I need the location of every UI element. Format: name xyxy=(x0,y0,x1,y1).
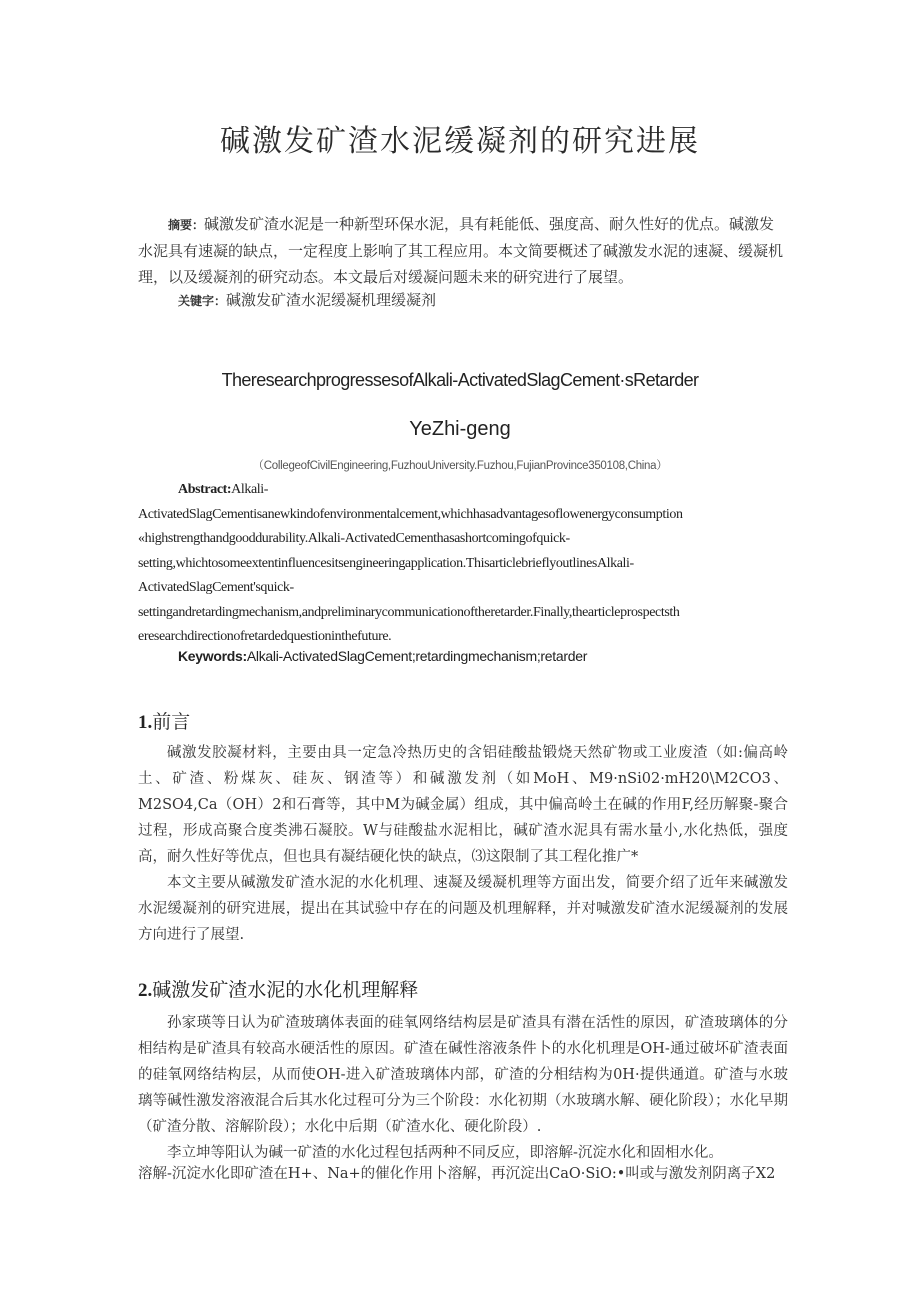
section-2-number: 2. xyxy=(138,980,153,1001)
abstract-en-line: Alkali- xyxy=(231,482,269,497)
paragraph: 李立坤等阳认为碱一矿渣的水化过程包括两种不同反应，即溶解-沉淀水化和固相水化。 xyxy=(167,1145,723,1161)
author-name: YeZhi-geng xyxy=(409,418,511,440)
abstract-en-line: ActivatedSlagCement'squick- xyxy=(138,580,294,595)
paragraph: 碱激发胶凝材料，主要由具一定急冷热历史的含铝硅酸盐锻烧天然矿物或工业废渣（如:偏高岭土、矿渣、粉煤灰、硅灰、钢渣等）和碱激发剂（如MoH、M9·nSi02·mH20\M2CO3、M2SO4,Ca（OH）2和石膏等，其中M为碱金属）组成，其中偏高岭土在碱的作用F,经历解聚-聚合过程，形成高聚合度类沸石凝胶。W与硅酸盐水泥相比，碱矿渣水泥具有需水量小,水化热低，强度高，耐久性好等优点，但也具有凝结硬化快的缺点，⑶这限制了其工程化推广* xyxy=(138,745,788,865)
section-1-body xyxy=(138,740,788,948)
affiliation: （CollegeofCivilEngineering,FuzhouUniversity.Fuzhou,FujianProvince350108,China） xyxy=(252,460,668,472)
abstract-en xyxy=(138,478,788,650)
abstract-cn-text: 碱激发矿渣水泥是一种新型环保水泥，具有耗能低、强度高、耐久性好的优点。碱激发水泥具有速凝的缺点，一定程度上影响了其工程应用。本文简要概述了碱激发水泥的速凝、缓凝机理，以及缓凝剂的研究动态。本文最后对缓凝问题未来的研究进行了展望。 xyxy=(138,215,784,286)
paper-title: 碱激发矿渣水泥缓凝剂的研究进展 xyxy=(220,124,700,159)
keywords-cn-label: 关键字： xyxy=(178,294,227,308)
abstract-cn-label: 摘要： xyxy=(168,218,205,232)
section-1-heading xyxy=(138,707,190,734)
keywords-en-text: Alkali-ActivatedSlagCement;retardingmechanism;retarder xyxy=(246,648,588,664)
abstract-cn xyxy=(138,211,788,290)
section-1-number: 1. xyxy=(138,712,153,733)
section-2-title: 碱激发矿渣水泥的水化机理解释 xyxy=(152,979,419,1001)
abstract-en-line: ActivatedSlagCementisanewkindofenvironmentalcement,whichhasadvantagesoflowenergyconsumption xyxy=(138,506,683,522)
keywords-cn xyxy=(178,287,828,314)
abstract-en-label: Abstract: xyxy=(178,482,232,497)
abstract-en-line: setting,whichtosomeextentinfluencesitsengineeringapplication.ThisarticlebrieflyoutlinesAlkali- xyxy=(138,555,634,571)
abstract-en-line: settingandretardingmechanism,andpreliminarycommunicationoftheretarder.Finally,thearticleprospectsth xyxy=(138,604,680,620)
section-1-title: 前言 xyxy=(152,711,191,733)
section-2-heading xyxy=(138,975,418,1002)
section-2-body xyxy=(138,1010,788,1166)
paragraph-continued: 溶解-沉淀水化即矿渣在H+、Na+的催化作用卜溶解，再沉淀出CaO·SiO:•叫或与激发剂阴离子X2 xyxy=(138,1166,776,1182)
paragraph: 本文主要从碱激发矿渣水泥的水化机理、速凝及缓凝机理等方面出发，简要介绍了近年来碱激发水泥缓凝剂的研究进展，提出在其试验中存在的问题及机理解释，并对喊激发矿渣水泥缓凝剂的发展方向进行了展望. xyxy=(138,875,788,943)
abstract-en-line: «highstrengthandgooddurability.Alkali-ActivatedCementhasashortcomingofquick- xyxy=(138,531,570,546)
keywords-cn-text: 碱激发矿渣水泥缓凝机理缓凝剂 xyxy=(226,291,437,309)
keywords-en-label: Keywords: xyxy=(178,648,247,664)
keywords-en xyxy=(178,648,798,664)
english-title: TheresearchprogressesofAlkali-ActivatedSlagCement·sRetarder xyxy=(221,370,699,390)
paragraph: 孙家瑛等日认为矿渣玻璃体表面的硅氧网络结构层是矿渣具有潜在活性的原因，矿渣玻璃体的分相结构是矿渣具有较高水硬活性的原因。矿渣在碱性溶液条件卜的水化机理是OH-通过破坏矿渣表面的硅氧网络结构层，从而使OH-进入矿渣玻璃体内部，矿渣的分相结构为0H·提供通道。矿渣与水玻璃等碱性激发溶液混合后其水化过程可分为三个阶段：水化初期（水玻璃水解、硬化阶段）；水化早期（矿渣分散、溶解阶段）；水化中后期（矿渣水化、硬化阶段）. xyxy=(138,1015,788,1135)
abstract-en-line: eresearchdirectionofretardedquestioninthefuture. xyxy=(138,629,392,644)
